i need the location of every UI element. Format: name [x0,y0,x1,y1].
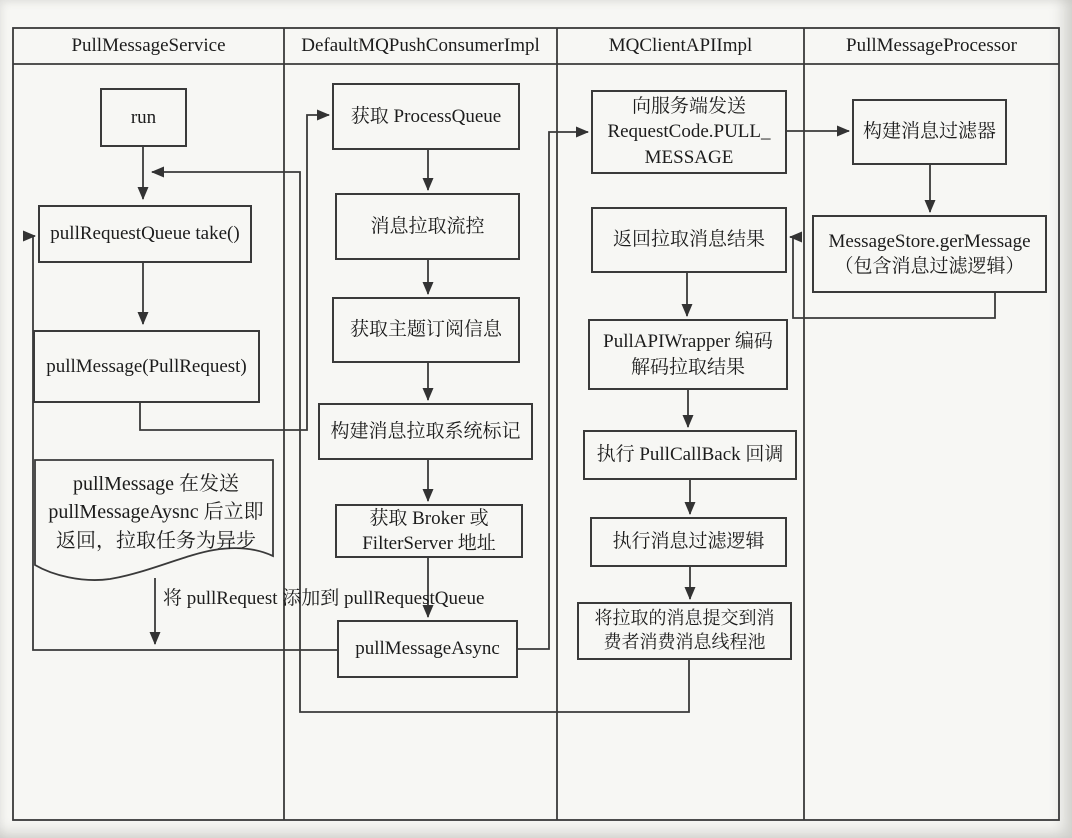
node-label: 消息拉取流控 [370,215,485,237]
node-pullapiwrapper-decode [588,319,788,390]
node-filter-logic [590,517,787,567]
node-label: 获取 ProcessQueue [350,105,502,127]
node-label-line: RequestCode.PULL_ [607,121,771,143]
lane-header-pullmessageservice [13,28,284,64]
node-send-pull-request [591,90,787,174]
node-label-line: MESSAGE [644,146,734,168]
node-label-line: MessageStore.gerMessage [828,230,1031,252]
lane-header-mqclientapiimpl [557,28,804,64]
node-sysflag [318,403,533,460]
node-flow-control [335,193,520,260]
node-subscription-info [332,297,520,363]
node-messagestore-getmessage [812,215,1047,293]
lane-header-label: PullMessageService [71,35,226,56]
node-label: pullRequestQueue take() [50,223,240,245]
node-label: 获取主题订阅信息 [349,319,502,341]
node-label-line: 将拉取的消息提交到消 [594,608,775,629]
node-pullcallback [583,430,797,480]
node-label: 构建消息拉取系统标记 [330,420,521,442]
lane-header-label: PullMessageProcessor [846,35,1017,56]
node-run [100,88,187,147]
note-line: pullMessage 在发送 [72,473,240,495]
node-label-line: 费者消费消息线程池 [603,632,766,652]
node-label-line: FilterServer 地址 [362,533,496,554]
edge-pullmessageasync-to-sendrequest [518,132,588,649]
node-label-line: 向服务端发送 [631,96,746,118]
node-build-message-filter [852,99,1007,165]
node-label: 执行消息过滤逻辑 [612,531,765,553]
node-pullrequestqueue-take [38,205,252,263]
lane-header-label: MQClientAPIImpl [608,35,753,56]
node-get-processqueue [332,83,520,150]
node-broker-address [335,504,523,558]
node-pullmessageasync [337,620,518,678]
lane-header-label: DefaultMQPushConsumerImpl [301,35,540,56]
lane-header-defaultmqpushconsumerimpl [284,28,557,64]
note-annotation [40,470,272,555]
node-pullmessage [33,330,260,403]
edge-label-add-to-queue: 将 pullRequest 添加到 pullRequestQueue [163,588,485,609]
node-submit-to-consume-pool [577,602,792,660]
node-label-line: 获取 Broker 或 [369,507,489,529]
node-label-line: 解码拉取结果 [630,356,745,378]
node-label: pullMessage(PullRequest) [46,355,247,377]
node-return-pull-result [591,207,787,273]
lane-header-pullmessageprocessor [804,28,1059,64]
node-label: 返回拉取消息结果 [612,229,765,251]
node-label: pullMessageAsync [355,638,500,660]
node-label-line: （包含消息过滤逻辑） [834,256,1025,277]
note-line: 返回，拉取任务为异步 [56,529,256,552]
node-label: 构建消息过滤器 [862,121,996,143]
note-line: pullMessageAysnc 后立即 [48,501,264,524]
node-label: run [130,106,157,128]
node-label: 执行 PullCallBack 回调 [596,444,784,466]
node-label-line: PullAPIWrapper 编码 [603,331,773,353]
